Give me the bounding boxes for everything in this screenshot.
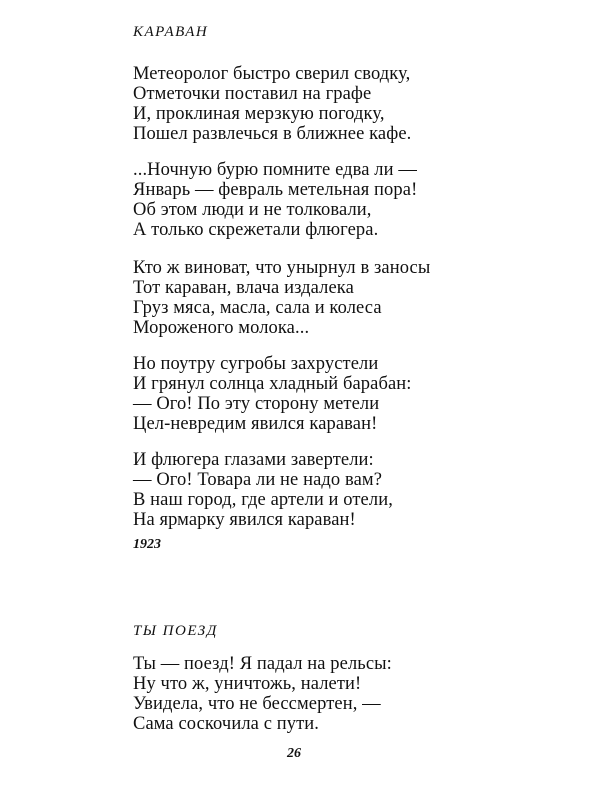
poem-line: На ярмарку явился караван! [133, 510, 356, 530]
poem-line: И грянул солнца хладный барабан: [133, 374, 412, 394]
poem-line: Груз мяса, масла, сала и колеса [133, 298, 382, 318]
poem-line: А только скрежетали флюгера. [133, 220, 379, 240]
poem-line: Тот караван, влача издалека [133, 278, 354, 298]
stanza [133, 258, 430, 338]
stanza [133, 354, 412, 434]
poem-title-you-train: ТЫ ПОЕЗД [133, 623, 218, 639]
poem-line: Пошел развлечься в ближнее кафе. [133, 124, 412, 144]
stanza [133, 450, 393, 530]
poem-line: Отметочки поставил на графе [133, 84, 372, 104]
poem-line: И флюгера глазами завертели: [133, 450, 374, 470]
poem-line: Январь — февраль метельная пора! [133, 180, 418, 200]
poem-line: Но поутру сугробы захрустели [133, 354, 379, 374]
poem-line: Цел-невредим явился караван! [133, 414, 378, 434]
poem-line: И, проклиная мерзкую погодку, [133, 104, 385, 124]
poem-line: Мороженого молока... [133, 318, 310, 338]
poem-line: Сама соскочила с пути. [133, 714, 319, 734]
poem-line: Ну что ж, уничтожь, налети! [133, 674, 362, 694]
poem-date: 1923 [133, 537, 161, 552]
stanza [133, 64, 411, 144]
poem-line: Метеоролог быстро сверил сводку, [133, 64, 411, 84]
poem-line: Увидела, что не бессмертен, — [133, 694, 381, 714]
poem-line: В наш город, где артели и отели, [133, 490, 393, 510]
poem-line: Ты — поезд! Я падал на рельсы: [133, 654, 392, 674]
poem-line: — Ого! По эту сторону метели [133, 394, 380, 414]
poem-line: Кто ж виноват, что унырнул в заносы [133, 258, 431, 278]
poem-line: ...Ночную бурю помните едва ли — [133, 160, 417, 180]
poem-line: — Ого! Товара ли не надо вам? [133, 470, 383, 490]
poem-line: Об этом люди и не толковали, [133, 200, 372, 220]
stanza [133, 654, 392, 734]
stanza [133, 160, 417, 240]
poem-title-caravan: КАРАВАН [133, 24, 209, 40]
page-number: 26 [287, 746, 301, 761]
